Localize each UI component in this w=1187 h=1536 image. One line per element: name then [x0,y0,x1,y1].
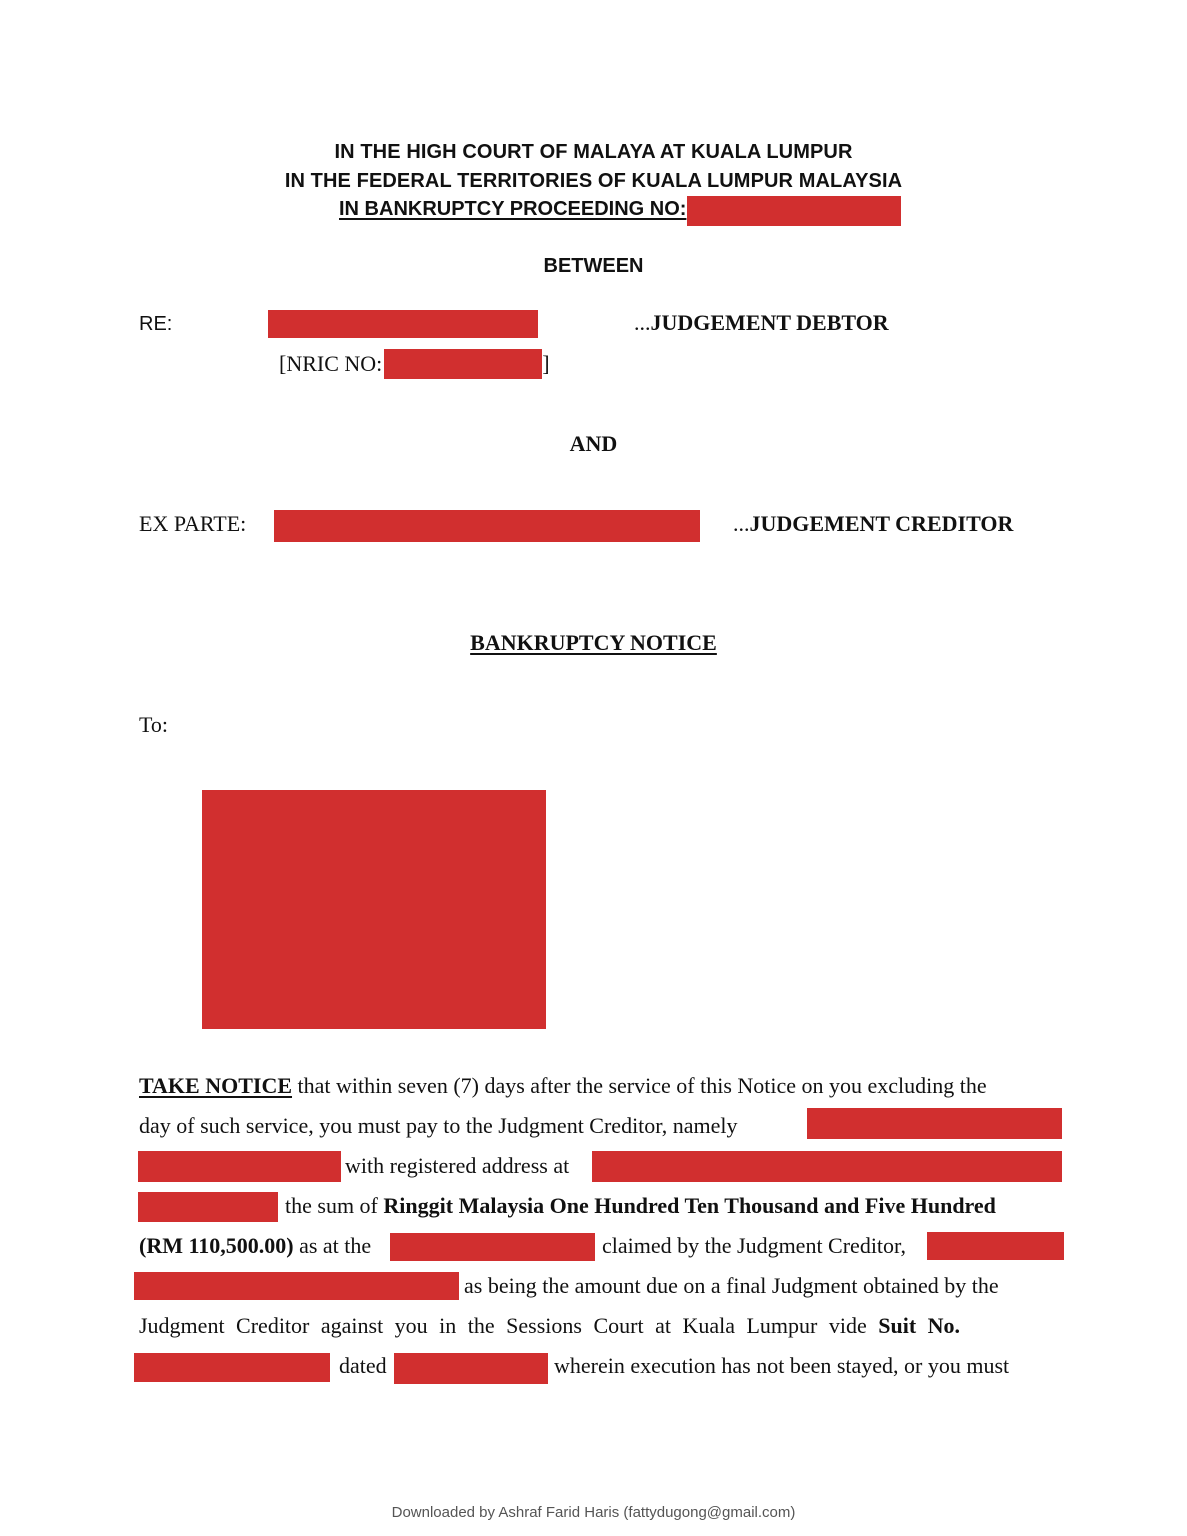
redacted-creditor-name-claim [927,1232,1064,1260]
body-line-1: TAKE NOTICE that within seven (7) days after the service of this Notice on you excluding the [139,1073,987,1098]
bankruptcy-notice-title: BANKRUPTCY NOTICE [470,630,717,655]
proceeding-number-label: IN BANKRUPTCY PROCEEDING NO: [339,198,687,220]
redacted-creditor-name-claim-continued [134,1272,459,1300]
redacted-nric-number [384,349,542,379]
body-line-3: with registered address at [345,1153,570,1178]
redacted-registered-address-continued [138,1192,278,1222]
ex-parte-label: EX PARTE: [139,511,247,536]
take-notice-phrase: TAKE NOTICE [139,1073,293,1098]
redacted-registered-address [592,1151,1062,1182]
nric-open-label: [NRIC NO: [279,351,383,376]
redacted-suit-number [134,1353,330,1382]
judgement-creditor-label: ...JUDGEMENT CREDITOR [733,511,1014,536]
redacted-date-as-at [390,1233,595,1261]
redacted-debtor-name [268,310,538,338]
redacted-recipient-address [202,790,546,1029]
redacted-creditor-name-inline [807,1108,1062,1139]
proceeding-number-line [339,196,901,226]
and-heading: AND [569,431,618,456]
body-line-2: day of such service, you must pay to the Judgment Creditor, namely [139,1113,738,1138]
redacted-creditor-name-continued [138,1151,341,1182]
to-label: To: [139,712,169,737]
nric-close-bracket: ] [542,351,550,376]
download-footer: Downloaded by Ashraf Farid Haris (fattydugong@gmail.com) [391,1504,796,1521]
court-title-line-2: IN THE FEDERAL TERRITORIES OF KUALA LUMPUR MALAYSIA [284,170,903,192]
court-title-line-1: IN THE HIGH COURT OF MALAYA AT KUALA LUMPUR [334,141,853,163]
redacted-judgment-date [394,1353,548,1384]
nric-line [279,349,550,379]
between-heading: BETWEEN [543,255,644,277]
body-line-8a: dated [339,1353,387,1378]
redacted-proceeding-number [687,196,901,226]
redacted-creditor-name [274,510,700,542]
judgement-debtor-label: ...JUDGEMENT DEBTOR [634,310,889,335]
re-label: RE: [139,313,173,335]
body-line-7: Judgment Creditor against you in the Sessions Court at Kuala Lumpur vide Suit No. [139,1313,961,1338]
body-line-5a: (RM 110,500.00) as at the [139,1233,372,1258]
body-line-5b: claimed by the Judgment Creditor, [602,1233,906,1258]
body-line-6: as being the amount due on a final Judgment obtained by the [464,1273,999,1298]
body-line-8b: wherein execution has not been stayed, or you must [554,1353,1010,1378]
body-line-4: the sum of Ringgit Malaysia One Hundred Ten Thousand and Five Hundred [285,1193,996,1218]
